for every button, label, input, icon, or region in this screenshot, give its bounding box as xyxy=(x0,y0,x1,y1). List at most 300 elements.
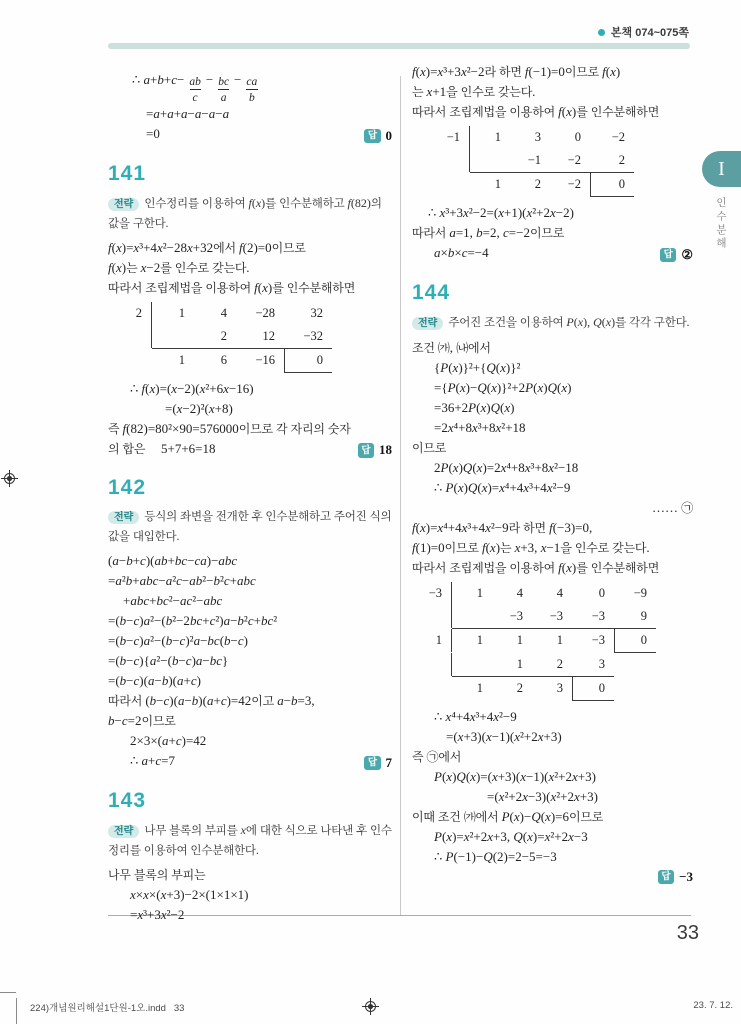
math-text: Q xyxy=(490,399,500,415)
text-run xyxy=(130,906,184,923)
math-text: 4 xyxy=(556,585,563,600)
solution-line xyxy=(412,223,693,243)
math-text: x xyxy=(545,808,551,824)
solution-line xyxy=(412,458,693,478)
korean-text: 의 합은 xyxy=(108,441,161,456)
math-text: 2 xyxy=(220,328,227,343)
math-text: x xyxy=(523,479,530,495)
answer-badge: 답 xyxy=(364,756,380,770)
math-text: x xyxy=(572,768,578,784)
math-text: x xyxy=(437,519,444,535)
solution-line xyxy=(412,847,693,867)
math-text: ⁴+8 xyxy=(506,459,525,475)
math-text: x xyxy=(610,64,616,79)
math-text: x xyxy=(137,907,144,923)
math-text: − xyxy=(154,673,162,689)
text-run xyxy=(311,306,324,320)
korean-text: 를 인수분해하면 xyxy=(272,280,356,295)
text-run xyxy=(123,592,222,609)
math-text: x xyxy=(446,828,453,844)
math-text: − xyxy=(184,693,192,709)
math-text: + xyxy=(173,106,182,121)
math-text: a xyxy=(149,653,157,669)
solution-line-content xyxy=(487,787,598,807)
math-text: c xyxy=(190,673,197,689)
math-text: )− xyxy=(465,379,478,395)
korean-text: 이므로 xyxy=(412,440,447,455)
table-cell xyxy=(532,653,572,677)
answer-badge: 답 xyxy=(358,443,374,457)
table-cell xyxy=(418,629,452,652)
math-text: −2 xyxy=(611,130,625,144)
table-cell xyxy=(236,325,284,349)
math-text: c xyxy=(179,633,186,649)
text-run xyxy=(599,657,605,671)
solution-line-content xyxy=(434,418,526,438)
math-text: ( xyxy=(448,359,453,375)
answer xyxy=(650,867,693,887)
text-run xyxy=(641,633,647,647)
math-text: −3 xyxy=(591,632,605,647)
text-run xyxy=(221,88,227,105)
text-run xyxy=(510,609,523,623)
math-text: ² xyxy=(172,573,177,589)
math-text: x xyxy=(514,728,521,744)
math-text: =( xyxy=(165,400,177,416)
text-run xyxy=(108,712,176,729)
math-text: x xyxy=(540,539,547,555)
solution-line xyxy=(108,104,392,124)
math-text: −2 xyxy=(146,259,161,275)
text-run xyxy=(255,306,275,320)
text-run xyxy=(434,848,557,865)
text-run xyxy=(535,130,541,144)
math-text: c xyxy=(461,245,468,260)
text-run xyxy=(108,511,391,543)
text-run xyxy=(412,808,603,825)
table-cell xyxy=(532,677,572,700)
math-text: ) xyxy=(495,539,501,555)
text-run xyxy=(146,125,160,142)
math-text: ( xyxy=(605,64,611,79)
math-text: =36+2 xyxy=(434,399,469,415)
math-text: ) xyxy=(571,104,577,119)
math-text: ( xyxy=(533,379,538,395)
math-text: −16 xyxy=(255,352,275,367)
solution-line xyxy=(412,767,693,787)
math-text: ( xyxy=(499,399,505,415)
math-text: b xyxy=(126,553,133,569)
math-text: ) xyxy=(139,613,144,629)
math-text: 2 xyxy=(618,153,625,167)
math-text: a xyxy=(167,106,174,121)
math-text: ( xyxy=(573,314,578,329)
math-text: − xyxy=(158,573,166,589)
text-run xyxy=(412,439,446,456)
table-cell xyxy=(590,126,634,149)
math-text: ) xyxy=(196,673,201,689)
math-text: ⁴+4 xyxy=(451,708,470,724)
korean-text: 는 xyxy=(500,540,515,555)
math-text: c xyxy=(175,733,182,749)
math-text: b xyxy=(447,245,455,260)
math-text: −3 xyxy=(591,608,605,623)
math-text: 0 xyxy=(598,680,605,695)
solution-line-content xyxy=(146,124,160,144)
text-run xyxy=(136,306,142,320)
text-run xyxy=(108,692,315,709)
answer-value: 18 xyxy=(379,442,392,458)
math-text: a xyxy=(434,245,441,260)
math-text: c xyxy=(247,613,254,629)
synthetic-division-table xyxy=(122,302,332,373)
math-text: =( xyxy=(108,613,120,629)
text-run xyxy=(447,130,460,144)
math-text: x xyxy=(140,259,147,275)
table-cell xyxy=(194,349,236,372)
math-text: =( xyxy=(487,788,499,804)
table-cell xyxy=(452,629,492,652)
math-text: x xyxy=(499,479,505,495)
text-run xyxy=(108,259,250,276)
korean-text: 는 xyxy=(412,85,427,99)
text-run xyxy=(412,559,659,576)
math-text: ²+2 xyxy=(550,828,569,844)
korean-text: 따라서 조립제법을 이용하여 xyxy=(108,280,255,295)
math-text: P xyxy=(445,848,454,864)
math-text: )= xyxy=(487,479,500,495)
math-text: c xyxy=(503,225,509,240)
math-text: ( xyxy=(540,808,546,824)
math-text: x xyxy=(498,205,504,220)
math-text: c xyxy=(133,673,140,689)
math-text: . xyxy=(246,259,250,275)
math-text: ∴ xyxy=(130,753,142,769)
solution-line xyxy=(108,419,392,439)
text-run xyxy=(246,72,257,89)
solution-line-content xyxy=(108,651,228,671)
math-text: ∴ xyxy=(428,205,440,220)
table-cell xyxy=(614,677,656,700)
solution-line xyxy=(108,711,392,731)
table-cell xyxy=(236,302,284,325)
left-column xyxy=(108,62,392,925)
math-text: (−3)=0, xyxy=(552,519,593,535)
math-text: Q xyxy=(467,479,478,495)
solution-line xyxy=(108,691,392,711)
table-cell xyxy=(418,582,452,605)
korean-text: 를 인수로 갖는다 xyxy=(160,260,247,275)
math-text: x xyxy=(520,768,526,784)
math-text: ²) xyxy=(215,613,224,629)
header-rule-bar xyxy=(108,43,690,49)
math-text: − xyxy=(205,72,214,87)
math-text: x xyxy=(550,788,557,804)
math-text: bc xyxy=(156,593,169,609)
math-text: +3, xyxy=(493,828,514,844)
solution-line-content xyxy=(412,102,659,122)
math-text: ( xyxy=(476,399,481,415)
text-run xyxy=(412,339,491,356)
math-text: ( xyxy=(472,459,477,475)
math-text: )( xyxy=(145,553,155,569)
math-text: −2) xyxy=(555,205,574,220)
solution-line xyxy=(108,591,392,611)
strategy-badge: 전략 xyxy=(108,825,139,838)
math-text: 2 xyxy=(516,680,523,695)
math-text: x xyxy=(439,205,446,220)
math-text: x xyxy=(208,400,215,416)
math-text: …… xyxy=(651,499,682,515)
answer xyxy=(652,245,693,265)
math-text: x xyxy=(513,808,520,824)
solution-line xyxy=(108,905,392,925)
math-text: x xyxy=(156,239,163,255)
math-text: −3 xyxy=(573,828,588,844)
math-text: −2 xyxy=(567,177,581,191)
table-cell xyxy=(284,325,332,349)
math-text: ³+4 xyxy=(529,479,547,495)
math-text: b xyxy=(248,92,255,104)
text-run xyxy=(317,353,323,367)
math-text: ²−2 xyxy=(466,64,485,79)
text-run xyxy=(108,632,248,649)
table-cell xyxy=(614,653,656,676)
math-text: x xyxy=(160,887,167,903)
text-run xyxy=(434,708,517,725)
math-text: + xyxy=(229,573,238,589)
math-text: a xyxy=(194,106,202,121)
math-text: . xyxy=(686,314,690,329)
fraction xyxy=(186,74,204,105)
math-text: )}²+{ xyxy=(458,359,487,375)
math-text: )= xyxy=(532,828,545,844)
synthetic-division-table xyxy=(436,126,634,197)
solution-line-content xyxy=(108,258,250,278)
strategy-badge: 전략 xyxy=(412,317,443,330)
solution-line xyxy=(412,498,693,518)
math-text: Q xyxy=(547,379,557,395)
text-run xyxy=(434,828,588,845)
math-text: x xyxy=(568,828,574,844)
math-text: c xyxy=(133,613,140,629)
math-text: . xyxy=(255,843,259,858)
solution-line-content xyxy=(434,478,570,498)
math-text: =−4 xyxy=(467,245,489,260)
math-text: ( xyxy=(257,279,263,295)
math-text: 3 xyxy=(598,656,605,671)
math-text: x xyxy=(469,708,476,724)
text-run xyxy=(434,379,571,396)
math-text: =2, xyxy=(482,225,503,240)
problem-number: 143 xyxy=(108,789,147,813)
answer-value: 0 xyxy=(385,127,392,143)
math-text: 2 xyxy=(534,177,541,191)
solution-line xyxy=(108,731,392,751)
math-text: x xyxy=(186,239,193,255)
header-page-reference xyxy=(598,24,689,40)
math-text: ²−( xyxy=(150,613,166,629)
text-run xyxy=(528,153,541,167)
math-text: (−1)− xyxy=(453,848,484,864)
math-text: x xyxy=(537,728,544,744)
solution-line-content xyxy=(130,751,175,771)
math-text: × xyxy=(135,887,144,903)
text-run xyxy=(612,130,625,144)
table-cell xyxy=(492,653,532,677)
solution-line xyxy=(108,671,392,691)
math-text: a xyxy=(143,72,151,87)
text-run xyxy=(179,306,185,320)
math-text: )( xyxy=(169,693,178,709)
math-text: x xyxy=(262,279,268,295)
solution-line xyxy=(108,865,392,885)
table-cell xyxy=(572,677,614,701)
math-text: b xyxy=(165,633,173,649)
fraction xyxy=(243,74,260,105)
text-run xyxy=(434,399,514,416)
math-text: ) xyxy=(261,195,266,210)
text-run xyxy=(206,71,213,88)
math-text: ) xyxy=(458,459,463,475)
math-text: x xyxy=(240,823,246,838)
text-run xyxy=(263,329,276,343)
math-text: x xyxy=(461,519,468,535)
math-text: f xyxy=(254,279,258,295)
math-text: a xyxy=(115,573,122,589)
table-cell xyxy=(452,605,492,629)
math-text: x xyxy=(491,768,498,784)
math-text: +3) xyxy=(543,728,562,744)
korean-text: 이므로 xyxy=(564,65,603,79)
korean-text: 라 하면 xyxy=(484,65,525,79)
math-text: −16) xyxy=(228,380,254,396)
solution-line-content xyxy=(428,203,574,223)
math-text: c xyxy=(209,613,216,629)
math-text: × xyxy=(454,245,462,260)
math-text: )− xyxy=(206,553,219,569)
math-text: x xyxy=(566,104,572,119)
math-text: ( xyxy=(415,519,420,535)
math-text: + xyxy=(183,673,191,689)
math-text: 1 xyxy=(516,656,523,671)
math-text: 2×3×( xyxy=(130,733,162,749)
math-text: ca xyxy=(246,76,258,88)
korean-text: 나무 블록의 부피는 xyxy=(108,868,206,883)
strategy-text xyxy=(448,314,690,329)
table-cell xyxy=(614,582,656,605)
table-cell xyxy=(614,605,656,629)
table-cell xyxy=(572,582,614,605)
math-text: ²−( xyxy=(150,633,166,649)
math-text: )=6 xyxy=(550,808,569,824)
math-text: ( xyxy=(509,808,514,824)
text-run xyxy=(477,633,483,647)
math-text: b xyxy=(191,693,199,709)
math-text: c xyxy=(155,753,162,769)
table-cell xyxy=(550,173,590,196)
text-run xyxy=(108,279,355,296)
math-text: x xyxy=(463,828,470,844)
math-text: 3 xyxy=(534,130,541,144)
text-run xyxy=(550,609,563,623)
math-text: P xyxy=(445,479,454,495)
math-text: ²−2=( xyxy=(468,205,499,220)
text-run xyxy=(249,88,255,105)
korean-text: 이때 조건 ㈎에서 xyxy=(412,809,502,824)
math-text: ( xyxy=(495,359,501,375)
math-text: ²−2 xyxy=(166,907,185,923)
math-text: ² xyxy=(243,613,248,629)
text-run xyxy=(557,657,563,671)
math-text: ³+3 xyxy=(443,64,461,79)
solution-line xyxy=(108,278,392,298)
math-text: x xyxy=(452,459,459,475)
table-cell xyxy=(532,605,572,629)
math-text: x xyxy=(171,380,178,396)
solution-line xyxy=(108,124,392,146)
strategy-badge: 전략 xyxy=(108,511,139,524)
math-text: ab xyxy=(189,76,201,88)
math-text: +3)−2×(1×1×1) xyxy=(166,887,249,903)
math-text: ×( xyxy=(148,887,161,903)
korean-text: 에 대한 식으로 나타낸 후 인수정리를 이용하여 인수분해한다 xyxy=(108,825,392,858)
table-cell xyxy=(194,325,236,349)
math-text: − xyxy=(126,673,134,689)
math-text: =7 xyxy=(161,753,175,769)
footer-file-label: 224)개념원리해설1단원-1오.indd 33 xyxy=(30,1003,185,1014)
math-text: a xyxy=(195,653,203,669)
math-text: x xyxy=(460,64,467,79)
math-text: (1)=0 xyxy=(415,539,445,555)
text-run xyxy=(412,224,564,241)
math-text: − xyxy=(187,106,195,121)
math-text: abc xyxy=(130,593,150,609)
solution-line-content xyxy=(412,538,650,558)
solution-line-content xyxy=(434,827,588,847)
math-text: a xyxy=(177,693,185,709)
solution-line xyxy=(108,885,392,905)
math-text: =( xyxy=(446,728,458,744)
math-text: abc xyxy=(203,593,223,609)
korean-text: 나무 블록의 부피를 xyxy=(144,825,241,838)
solution-line xyxy=(412,787,693,807)
answer-value: ② xyxy=(681,246,693,262)
math-text: x xyxy=(537,379,544,395)
math-text: ∴ xyxy=(130,380,142,396)
solution-line-content xyxy=(130,731,206,751)
math-text: P xyxy=(566,314,574,329)
math-text: +8) xyxy=(214,400,233,416)
math-text: − xyxy=(178,653,186,669)
math-text: ∴ xyxy=(434,848,446,864)
footer-date: 23. 7. 12. xyxy=(693,1000,733,1011)
text-run xyxy=(179,353,185,367)
math-text: x xyxy=(495,419,502,435)
table-cell xyxy=(122,302,152,325)
bullet-dot-icon xyxy=(598,29,605,36)
math-text: x xyxy=(504,399,511,415)
math-text: +1 xyxy=(432,84,447,99)
math-text: ² xyxy=(273,613,278,629)
math-text: c xyxy=(237,633,244,649)
solution-line xyxy=(412,518,693,538)
text-run xyxy=(592,633,605,647)
math-text: =( xyxy=(108,653,120,669)
math-text: P xyxy=(440,459,449,475)
math-text: =( xyxy=(108,673,120,689)
crop-mark xyxy=(0,992,16,993)
